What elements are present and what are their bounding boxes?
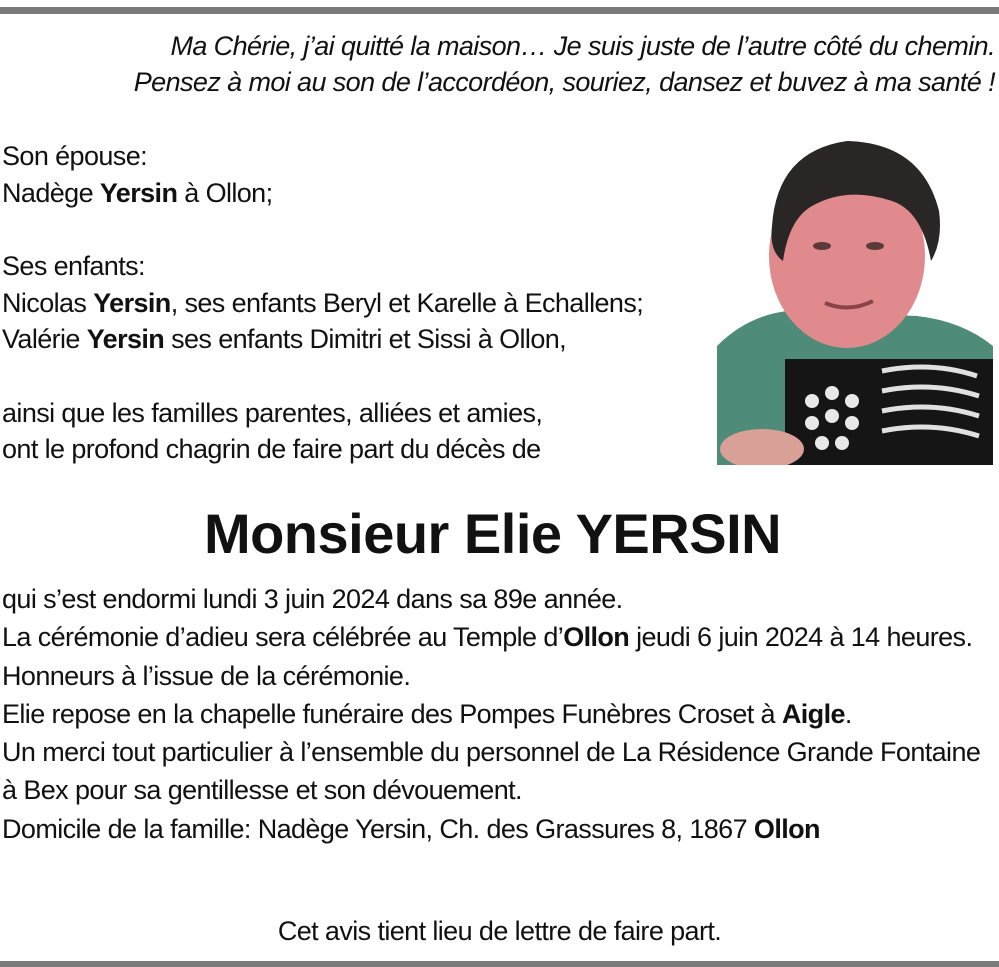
spouse-heading: Son épouse:	[2, 141, 148, 171]
child-surname: Yersin	[93, 287, 171, 318]
epigraph-quote	[5, 28, 995, 100]
child-first: Nicolas	[2, 287, 94, 318]
home-line	[2, 810, 997, 848]
death-line: qui s’est endormi lundi 3 juin 2024 dans sa 89e année.	[2, 584, 623, 614]
child-first: Valérie	[2, 324, 87, 354]
spouse-first: Nadège	[2, 177, 100, 208]
rest-pre: Elie repose en la chapelle funéraire des Pompes Funèbres Croset à	[2, 698, 782, 729]
spouse-surname: Yersin	[99, 177, 178, 208]
child-line	[2, 321, 712, 358]
home-pre: Domicile de la famille: Nadège Yersin, Ch. des Grassures 8, 1867	[2, 813, 754, 844]
family-section	[2, 138, 712, 468]
closing-line: Cet avis tient lieu de lettre de faire part.	[277, 916, 722, 946]
child-rest: , ses enfants Beryl et Karelle à Echallens;	[170, 287, 644, 318]
rest-post: .	[844, 698, 852, 729]
ceremony-place: Ollon	[563, 622, 630, 653]
spouse-rest: à Ollon;	[177, 177, 273, 208]
rest-line	[2, 695, 997, 733]
honours-line: Honneurs à l’issue de la cérémonie.	[2, 660, 411, 691]
child-line	[2, 285, 712, 322]
announce-line-2: ont le profond chagrin de faire part du décès de	[2, 434, 541, 464]
home-place: Ollon	[753, 813, 820, 844]
child-rest: ses enfants Dimitri et Sissi à Ollon,	[164, 324, 567, 354]
top-rule	[0, 7, 999, 14]
announce-line-1: ainsi que les familles parentes, alliées et amies,	[2, 397, 543, 428]
rest-place: Aigle	[781, 698, 845, 729]
portrait-photo	[717, 131, 993, 465]
details-section	[2, 580, 997, 848]
bottom-rule	[0, 961, 999, 967]
quote-line-1: Ma Chérie, j’ai quitté la maison… Je suis juste de l’autre côté du chemin.	[170, 31, 995, 61]
thanks-line: Un merci tout particulier à l’ensemble du personnel de La Résidence Grande Fontaine à Bex pour sa gentillesse et son dévouement.	[2, 737, 981, 806]
children-heading: Ses enfants:	[2, 251, 145, 281]
quote-line-2: Pensez à moi au son de l’accordéon, souriez, dansez et buvez à ma santé !	[133, 67, 995, 97]
ceremony-line	[2, 618, 997, 656]
deceased-name: Monsieur Elie YERSIN	[203, 502, 782, 565]
ceremony-pre: La cérémonie d’adieu sera célébrée au Temple d’	[2, 622, 564, 653]
spouse-line	[2, 175, 712, 212]
child-surname: Yersin	[86, 324, 165, 354]
portrait-illustration	[717, 131, 993, 465]
ceremony-post: jeudi 6 juin 2024 à 14 heures.	[629, 622, 973, 653]
